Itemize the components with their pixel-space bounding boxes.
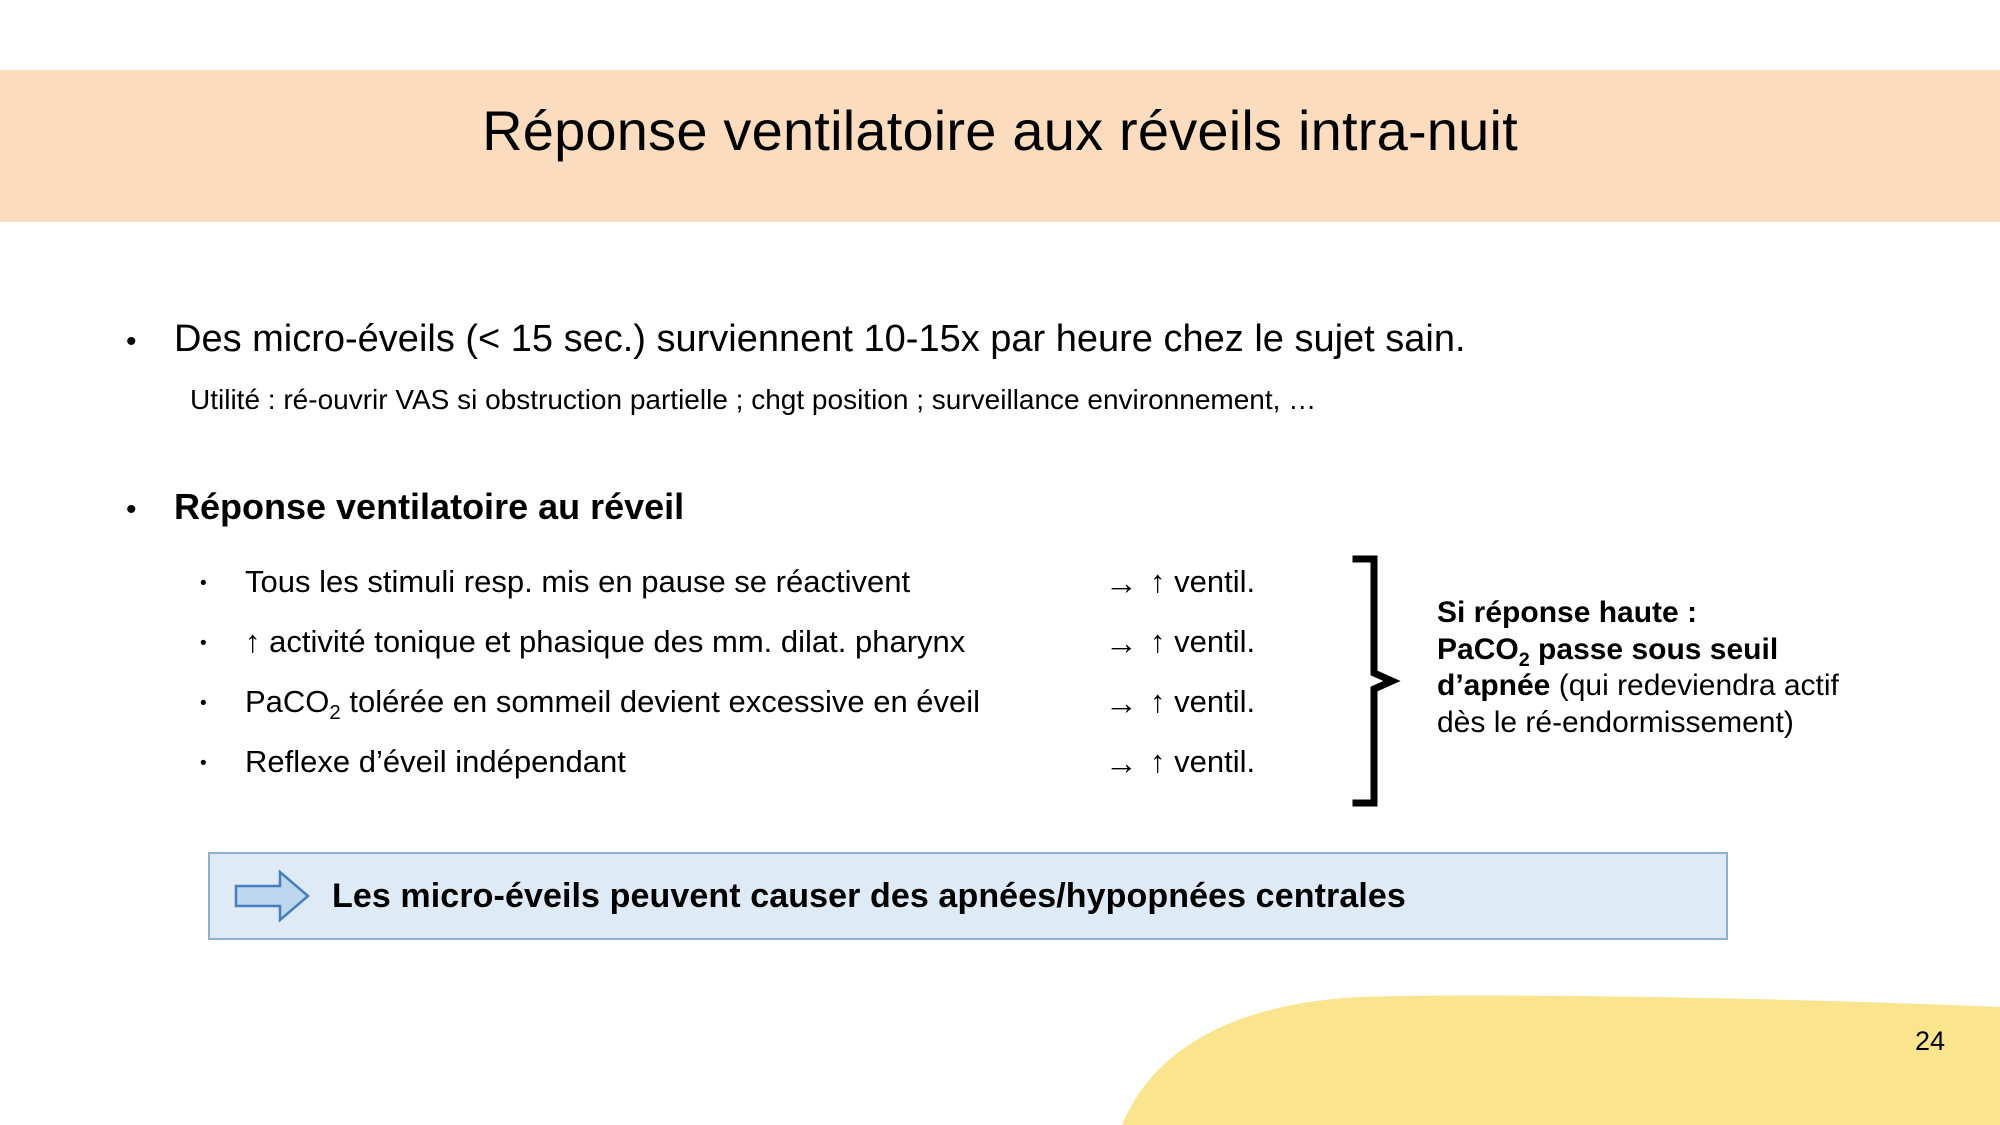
bullet-marker-icon: •	[126, 325, 137, 358]
right-note-line-4: dès le ré-endormissement)	[1437, 705, 1794, 739]
bullet-item-2-label: Réponse ventilatoire au réveil	[174, 486, 685, 527]
right-brace-icon	[1352, 555, 1412, 807]
arrow-right-icon: →	[1105, 623, 1138, 661]
callout-text: Les micro-éveils peuvent causer des apnées/hypopnées centrales	[332, 876, 1406, 915]
bullet-item-1-label: Des micro-éveils (< 15 sec.) surviennent 10-15x par heure chez le sujet sain.	[174, 318, 1466, 360]
list-item-result	[1105, 612, 1255, 672]
list-item-label: PaCO$_2$ tolérée en sommeil devient excessive en éveil	[245, 683, 981, 725]
bullet-marker-icon: •	[126, 493, 137, 526]
bullet-item-1	[126, 318, 1466, 361]
page-number: 24	[1914, 1026, 1946, 1056]
page-title: Réponse ventilatoire aux réveils intra-nuit	[482, 99, 1518, 162]
bullet-marker-icon: •	[200, 693, 207, 714]
right-note-line-2: PaCO$_2$ passe sous seuil	[1437, 632, 1779, 671]
arrow-right-icon: →	[1105, 743, 1138, 781]
list-item-result-label: ↑ ventil.	[1150, 683, 1256, 719]
sub-bullet-list	[200, 552, 1320, 792]
list-item	[200, 552, 1320, 612]
list-item-result	[1105, 552, 1255, 612]
block-arrow-right-icon	[234, 869, 310, 923]
list-item-label: ↑ activité tonique et phasique des mm. dilat. pharynx	[245, 623, 966, 659]
right-note-block	[1437, 595, 1997, 741]
callout-box	[208, 852, 1728, 940]
list-item-result	[1105, 672, 1255, 732]
list-item-result-label: ↑ ventil.	[1150, 743, 1256, 779]
bullet-marker-icon: •	[200, 573, 207, 594]
bullet-marker-icon: •	[200, 633, 207, 654]
list-item	[200, 612, 1320, 672]
list-item	[200, 732, 1320, 792]
bullet-marker-icon: •	[200, 753, 207, 774]
decorative-blob	[1060, 985, 2000, 1125]
arrow-right-icon: →	[1105, 563, 1138, 601]
right-note-line-1: Si réponse haute :	[1437, 596, 1698, 629]
list-item-label: Tous les stimuli resp. mis en pause se réactivent	[245, 563, 911, 599]
list-item-result-label: ↑ ventil.	[1150, 623, 1256, 659]
bullet-item-2	[126, 487, 684, 527]
list-item-label: Reflexe d’éveil indépendant	[245, 743, 626, 779]
list-item-result-label: ↑ ventil.	[1150, 563, 1256, 599]
list-item-result	[1105, 732, 1255, 792]
right-note-line-3: d’apnée (qui redeviendra actif	[1437, 669, 1839, 703]
arrow-right-icon: →	[1105, 683, 1138, 721]
bullet-item-1-note: Utilité : ré-ouvrir VAS si obstruction partielle ; chgt position ; surveillance environnement, …	[190, 384, 1317, 415]
list-item	[200, 672, 1320, 732]
